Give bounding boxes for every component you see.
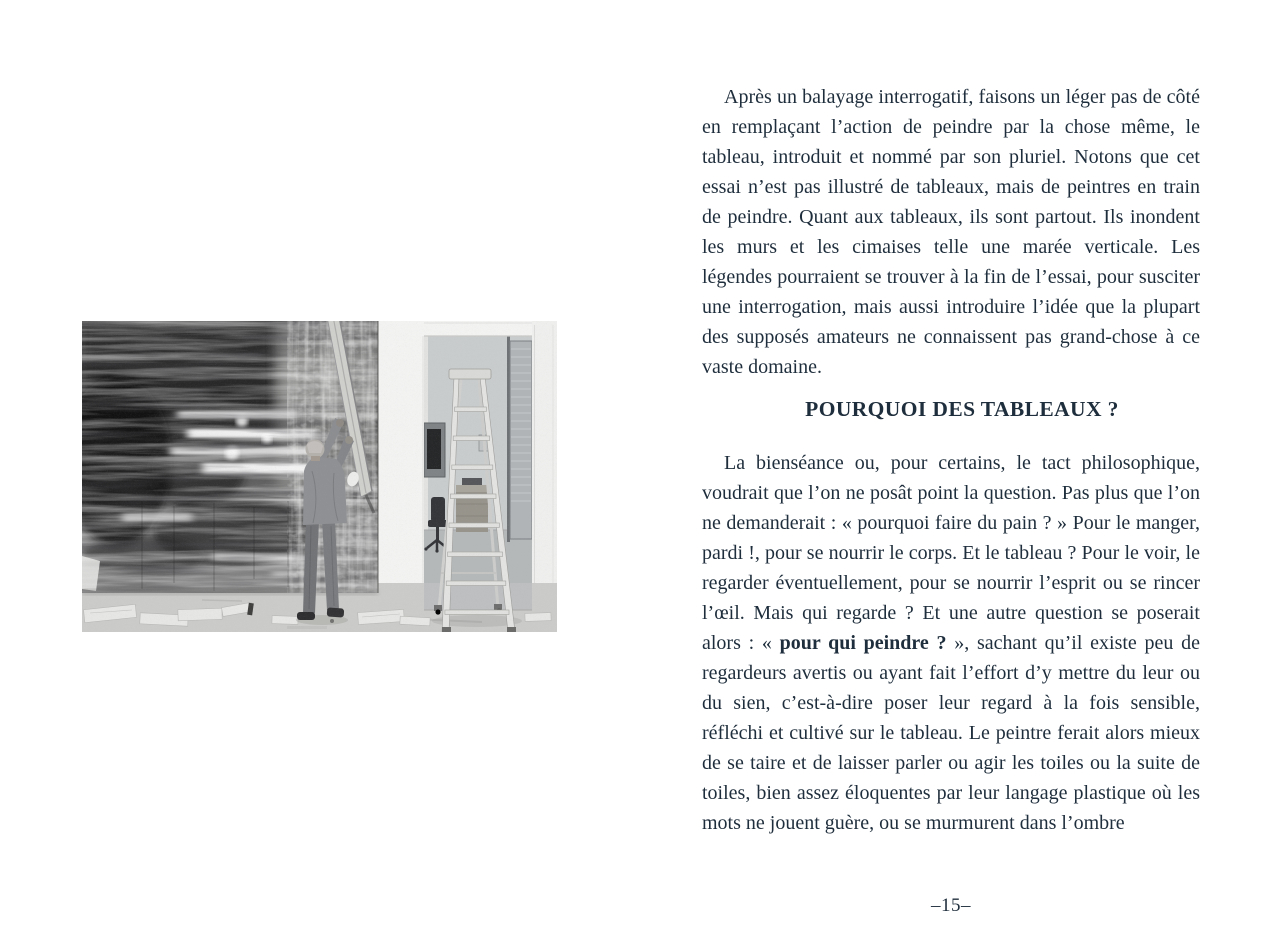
section-heading: POURQUOI DES TABLEAUX ? — [805, 397, 1119, 421]
paragraph-2-before: La bienséance ou, pour certains, le tact philosophique, voudrait que l’on ne posât point la question. Pas plus que l’on ne demanderait : « pourquoi faire du pain ? » Pour le manger, pardi !, pour se nourrir le corps. Et le tableau ? Pour le voir, le regarder éventuellement, pour se nourrir l’esprit ou se rincer l’œil. Mais qui regarde ? Et une autre question se poserait alors : « — [702, 452, 1200, 654]
paragraph-2-after: », sachant qu’il existe peu de regardeurs avertis ou ayant fait l’effort d’y mettre du leur ou du sien, c’est-à-dire poser leur regard à la fois sensible, réfléchi et cultivé sur le tableau. Le peintre ferait alors mieux de se taire et de laisser parler ou agir les toiles ou la suite de toiles, bien assez éloquentes par leur langage plastique où les mots ne jouent guère, ou se murmurent dans l’ombre — [702, 632, 1200, 834]
studio-photograph — [82, 321, 557, 632]
grain-overlay — [82, 321, 557, 632]
page-number: –15– — [931, 895, 971, 916]
right-page-text — [702, 82, 1200, 838]
paragraph-1: Après un balayage interrogatif, faisons un léger pas de côté en remplaçant l’action de peindre par la chose même, le tableau, introduit et nommé par son pluriel. Notons que cet essai n’est pas illustré de tableaux, mais de peintres en train de peindre. Quant aux tableaux, ils sont partout. Ils inondent les murs et les cimaises telle une marée verticale. Les légendes pourraient se trouver à la fin de l’essai, pour susciter une interrogation, mais aussi introduire l’idée que la plupart des supposés amateurs ne connaissent pas grand-chose à ce vaste domaine. — [702, 86, 1200, 378]
paragraph-2 — [702, 448, 1200, 838]
paragraph-2-bold-phrase: pour qui peindre ? — [779, 632, 947, 654]
